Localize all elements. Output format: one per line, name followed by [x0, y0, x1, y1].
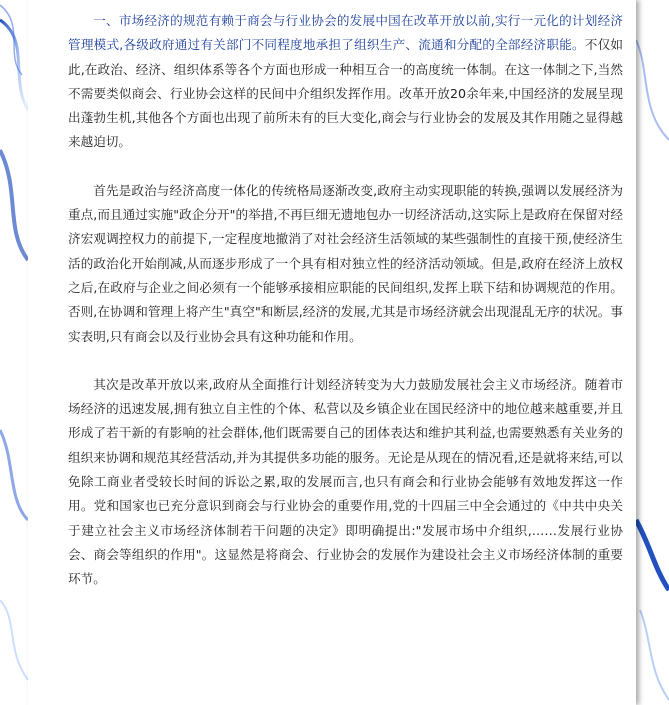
swirl-mid-left-2 — [0, 430, 28, 520]
paragraph-2: 首先是政治与经济高度一体化的传统格局逐渐改变,政府主动实现职能的转换,强调以发展经济为重点,而且通过实施"政企分开"的举措,不再巨细无遗地包办一切经济活动,这实际上是政府在保留对经济宏观调控权力的前提下,一定程度地撤消了对社会经济生活领域的某些强制性的直接干预,使经济生活的政治化开始削减,从而逐步形成了一个具有相对独立性的经济活动领域。但是,政府在经济上放权之后,在政府与企业之间必须有一个能够承接相应职能的民间组织,发挥上联下结和协调规范的作用。否则,在协调和管理上将产生"真空"和断层,经济的发展,尤其是市场经济就会出现混乱无序的状况。事实表明,只有商会以及行业协会具有这种功能和作用。 — [68, 182, 623, 344]
swirl-mid-left — [0, 150, 28, 260]
paragraph-3: 其次是改革开放以来,政府从全面推行计划经济转变为大力鼓励发展社会主义市场经济。随着市场经济的迅速发展,拥有独立自主性的个体、私营以及乡镇企业在国民经济中的地位越来越重要,并且形成了若干新的有影响的社会群体,他们既需要自己的团体表达和维护其利益,也需要熟悉有关业务的组织来协调和规范其经营活动,并为其提供多功能的服务。无论是从现在的情况看,还是就将来结,可以免除工商业者受较长时间的诉讼之累,取的发展而言,也只有商会和行业协会能够有效地发挥这一作用。党和国家也已充分意识到商会与行业协会的重要作用,党的十四届三中全会通过的《中共中央关于建立社会主义市场经济体制若干问题的决定》即明确提出:"发展市场中介组织,……发展行业协会、商会等组织的作用"。这显然是将商会、行业协会的发展作为建设社会主义市场经济体制的重要环节。 — [68, 376, 623, 587]
article-body — [68, 9, 623, 616]
paragraph-1-remainder: 不仅如此,在政治、经济、组织体系等各个方面也形成一种相互合一的高度统一体制。在这一体制之下,当然不需要类似商会、行业协会这样的民间中介组织发挥作用。改革开放20余年来,中国经济的发展呈现出蓬勃生机,其他各个方面也出现了前所未有的巨大变化,商会与行业协会的发展及其作用随之显得越来越迫切。 — [68, 37, 624, 150]
paragraph-1-lead-sentence: 一、市场经济的规范有赖于商会与行业协会的发展中国在改革开放以前,实行一元化的计划经济管理模式,各级政府通过有关部门不同程度地承担了组织生产、流通和分配的全部经济职能。 — [68, 13, 623, 53]
document-page — [28, 0, 636, 705]
swirl-top-right — [636, 40, 669, 140]
swirl-low-right — [640, 610, 669, 700]
swirl-mid-right — [636, 520, 669, 590]
paragraph-1 — [68, 9, 623, 155]
swirl-lower-left — [0, 600, 28, 680]
